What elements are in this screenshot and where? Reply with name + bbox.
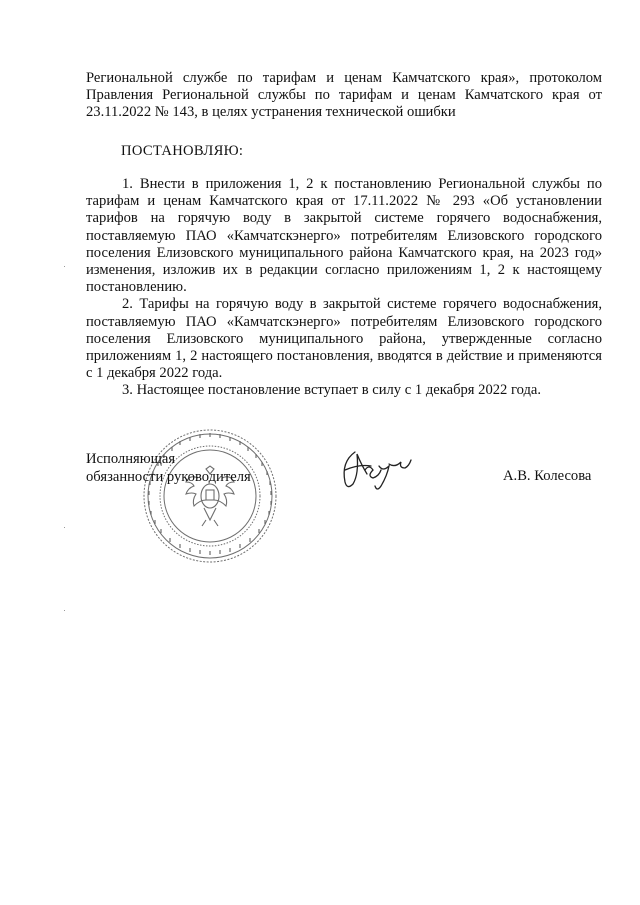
signatory-position-line-1: Исполняющая <box>86 451 176 467</box>
official-seal-stamp <box>140 426 280 566</box>
scan-speck <box>64 266 65 267</box>
decree-heading: ПОСТАНОВЛЯЮ: <box>121 143 244 159</box>
intro-paragraph <box>86 70 602 122</box>
decree-items <box>86 176 602 400</box>
signatory-position <box>86 451 251 486</box>
signatory-position-line-2: обязанности руководителя <box>86 468 251 485</box>
scan-speck <box>64 527 65 528</box>
handwritten-signature <box>335 440 415 500</box>
decree-item-3: 3. Настоящее постановление вступает в силу с 1 декабря 2022 года. <box>122 382 542 399</box>
intro-text: Региональной службе по тарифам и ценам Камчатского края», протоколом Правления Региональной службы по тарифам и ценам Камчатского края от 23.11.2022 № 143, в целях устранения технической ошибки <box>86 70 602 121</box>
decree-item-1: 1. Внести в приложения 1, 2 к постановлению Региональной службы по тарифам и ценам Камчатского края от 17.11.2022 № 293 «Об установлении тарифов на горячую воду в закрытой системе горячего водоснабжения, поставляемую ПАО «Камчатскэнерго» потребителям Елизовского городского поселения Елизовского муниципального района Камчатского края, на 2023 год» изменения, изложив их в редакции согласно приложениям 1, 2 к настоящему постановлению. <box>86 176 602 296</box>
signatory-name: А.В. Колесова <box>503 468 592 484</box>
decree-item-2: 2. Тарифы на горячую воду в закрытой системе горячего водоснабжения, поставляемую ПАО «Камчатскэнерго» потребителям Елизовского городского поселения Елизовского муниципального района, утвержденные согласно приложениям 1, 2 настоящего постановления, вводятся в действие и применяются с 1 декабря 2022 года. <box>86 296 602 382</box>
scan-speck <box>64 610 65 611</box>
